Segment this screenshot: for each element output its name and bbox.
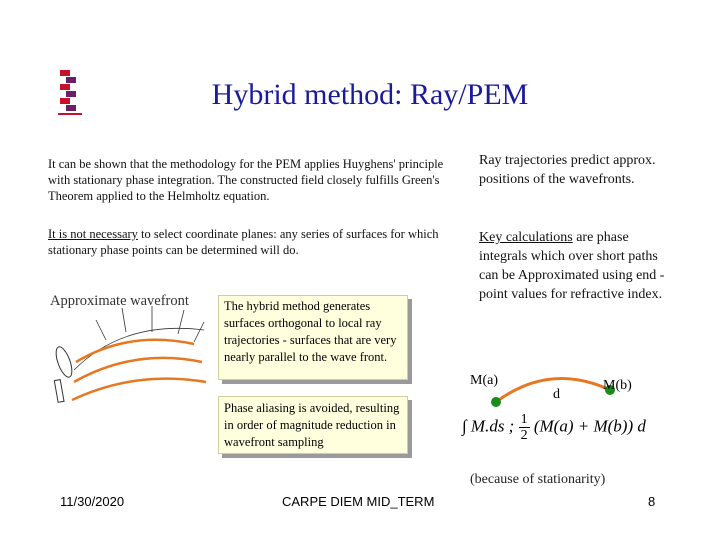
stationarity-note: (because of stationarity) [470,472,606,487]
formula-right: (M(a) + M(b)) d [533,416,646,436]
key-calculations-rest: are phase integrals which over short paths can be Approximated using end -point values for refractive index. [479,230,665,302]
label-m-b: M(b) [603,378,632,393]
formula-fraction [519,412,530,443]
endpoint-a-dot [491,397,501,407]
formula-numerator: 1 [520,412,528,427]
phase-aliasing-note: Phase aliasing is avoided, resulting in order of magnitude reduction in wavefront sampling [218,396,408,454]
page-title: Hybrid method: Ray/PEM [211,78,529,111]
paragraph-rest: to select coordinate planes: any series of surfaces for which stationary phase points can be determined will do. [48,227,439,257]
hybrid-method-note: The hybrid method generates surfaces orthogonal to local ray trajectories - surfaces that are very nearly parallel to the wave front. [218,295,408,380]
label-m-a: M(a) [470,373,498,388]
wavefront-diagram [44,300,214,410]
label-d: d [553,387,560,402]
formula-denominator: 2 [520,428,528,443]
logo-icon [56,68,86,116]
footer-date: 11/30/2020 [60,494,125,509]
underlined-text: Key calculations [479,230,573,245]
phase-integral-formula [462,412,646,443]
path-arc-diagram [480,370,620,410]
paragraph-coordinate-planes [48,226,448,258]
page-number: 8 [648,494,656,509]
approximate-wavefront-label: Approximate wavefront [50,293,189,309]
underlined-text: It is not necessary [48,227,138,241]
formula-left: ∫ M.ds ; [462,416,515,436]
paragraph-huyghens: It can be shown that the methodology for the PEM applies Huyghens' principle with stationary phase integration. The constructed field closely fulfills Green's Theorem applied to the Helmholtz equation. [48,157,444,203]
ray-trajectories-text: Ray trajectories predict approx. positions of the wavefronts. [479,153,656,187]
key-calculations-text [479,228,669,304]
footer-title: CARPE DIEM MID_TERM [282,494,435,509]
